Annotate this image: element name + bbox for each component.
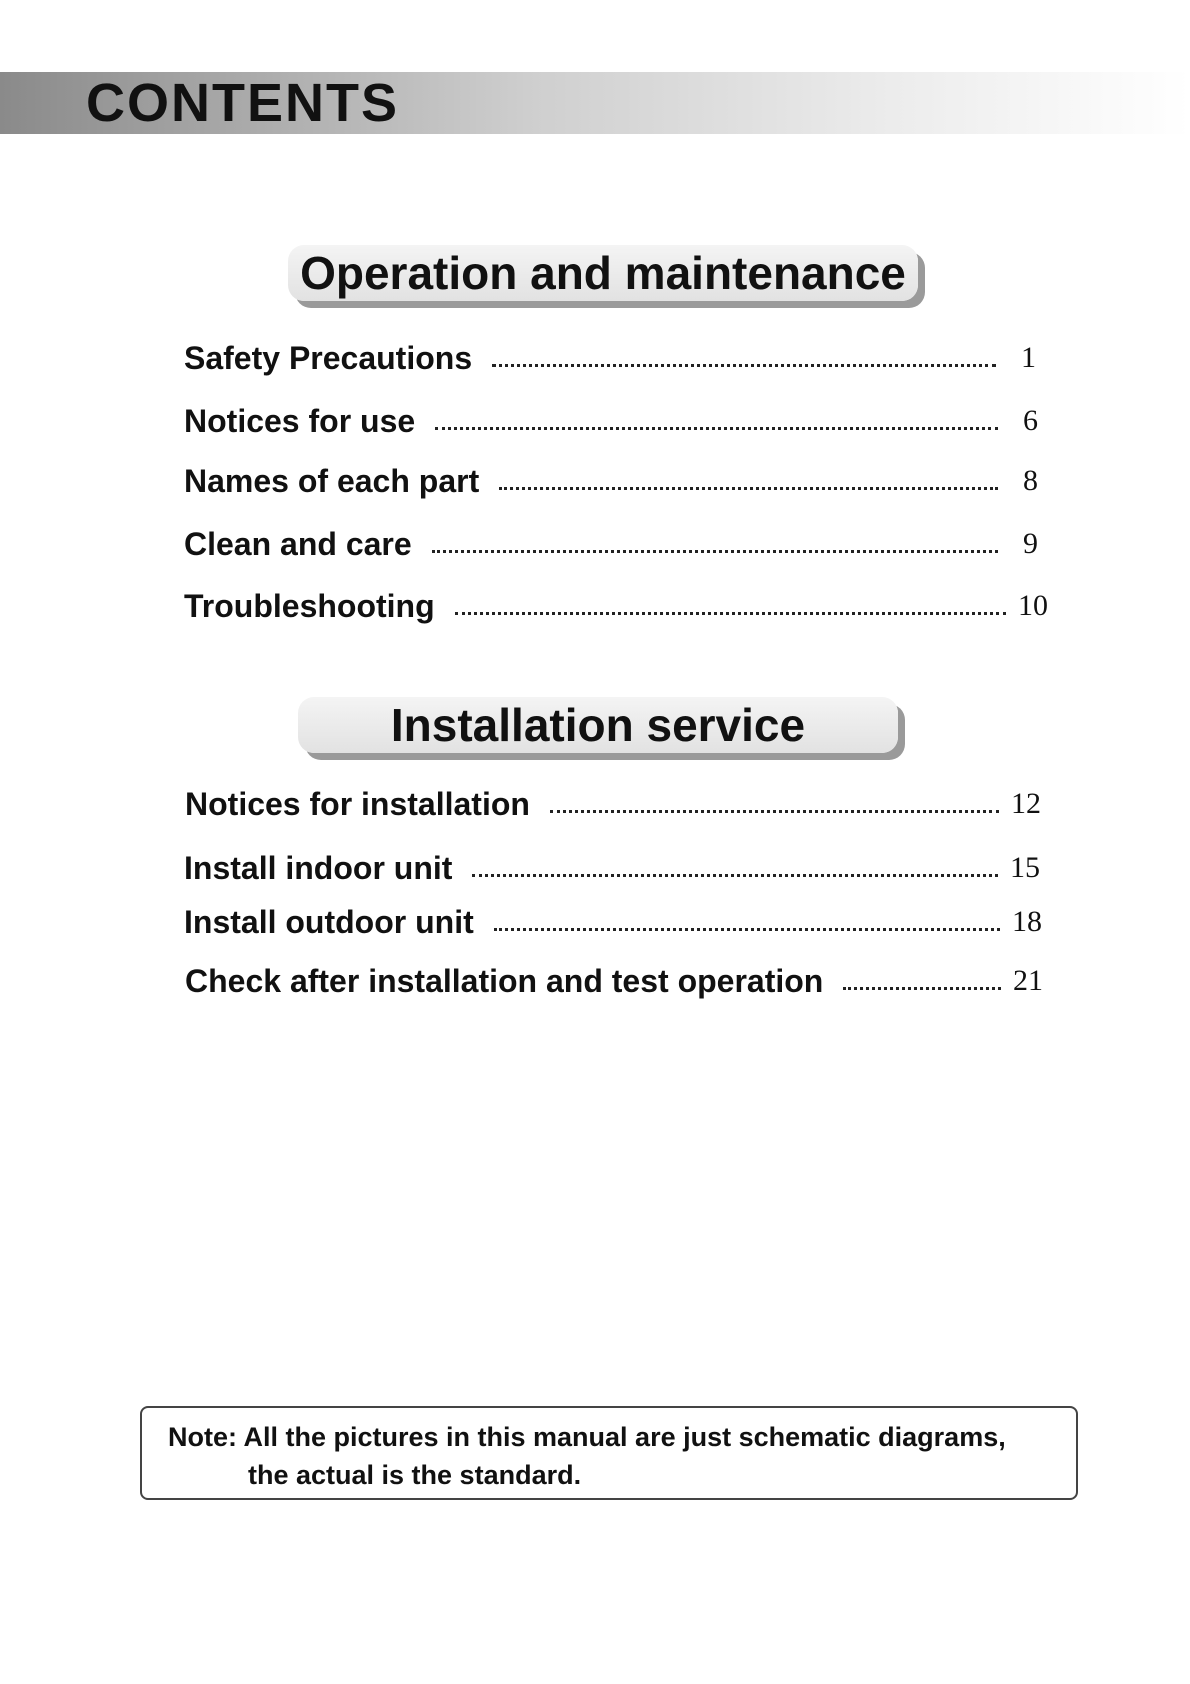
dot-leader: [494, 928, 1000, 931]
dot-leader: [472, 874, 998, 877]
page-title: CONTENTS: [86, 73, 399, 133]
toc-item-page: 1: [1021, 341, 1036, 374]
note-line-1: Note: All the pictures in this manual are just schematic diagrams,: [168, 1422, 1006, 1452]
dot-leader: [492, 364, 996, 367]
toc-item-page: 6: [1023, 404, 1038, 437]
dot-leader: [499, 487, 998, 490]
section-heading-operation: [288, 245, 918, 301]
toc-item-page: 8: [1023, 464, 1038, 497]
header-bar: [0, 72, 1190, 134]
toc-item-notices-for-use[interactable]: [184, 395, 1038, 441]
section-heading-installation: [298, 697, 898, 753]
section-title: Installation service: [390, 699, 806, 751]
toc-item-page: 12: [1011, 787, 1041, 820]
note-line-2: the actual is the standard.: [248, 1460, 582, 1490]
toc-item-label: Clean and care: [184, 526, 412, 562]
toc-item-page: 10: [1018, 589, 1048, 622]
dot-leader: [435, 427, 998, 430]
toc-item-safety-precautions[interactable]: [184, 332, 1036, 378]
toc-item-install-outdoor-unit[interactable]: [184, 896, 1042, 942]
note-box: [140, 1406, 1078, 1500]
dot-leader: [432, 550, 998, 553]
toc-item-check-after-installation[interactable]: [185, 955, 1043, 1001]
toc-item-page: 15: [1010, 851, 1040, 884]
section-title: Operation and maintenance: [300, 247, 906, 299]
toc-item-install-indoor-unit[interactable]: [184, 842, 1040, 888]
toc-item-page: 21: [1013, 964, 1043, 997]
toc-item-page: 18: [1012, 905, 1042, 938]
toc-item-label: Troubleshooting: [184, 588, 435, 624]
dot-leader: [843, 987, 1001, 990]
dot-leader: [455, 612, 1006, 615]
toc-item-label: Check after installation and test operation: [185, 963, 824, 999]
toc-item-page: 9: [1023, 527, 1038, 560]
toc-item-label: Notices for installation: [185, 786, 530, 822]
toc-item-label: Install outdoor unit: [184, 904, 474, 940]
toc-item-notices-for-installation[interactable]: [185, 778, 1041, 824]
toc-item-label: Names of each part: [184, 463, 480, 499]
toc-item-troubleshooting[interactable]: [184, 580, 1048, 626]
toc-item-label: Install indoor unit: [184, 850, 453, 886]
toc-item-label: Safety Precautions: [184, 340, 473, 376]
toc-item-clean-and-care[interactable]: [184, 518, 1038, 564]
toc-item-label: Notices for use: [184, 403, 416, 439]
dot-leader: [550, 810, 999, 813]
toc-item-names-of-each-part[interactable]: [184, 455, 1038, 501]
